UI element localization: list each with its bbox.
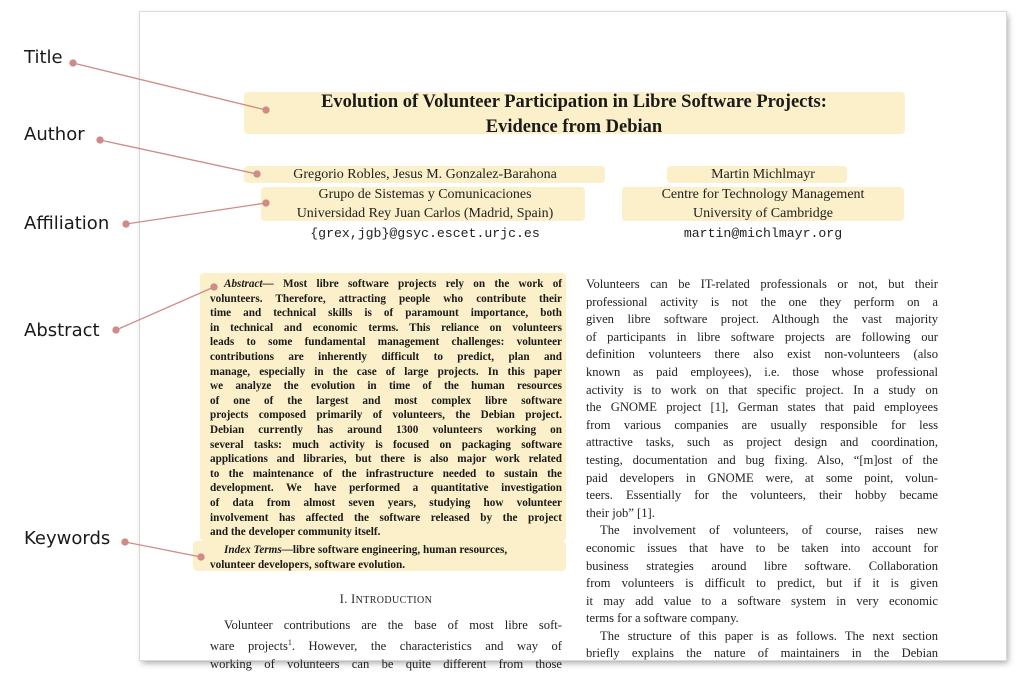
body-line: teers. Essentially for the volunteers, their hobby became <box>586 488 938 503</box>
affiliation-line: Grupo de Sistemas y Comunicaciones <box>318 186 532 202</box>
index-terms-lead: Index Terms— <box>224 544 293 556</box>
leader-dot <box>254 171 260 177</box>
affiliation-line: University of Cambridge <box>693 206 833 221</box>
author-email: {grex,jgb}@gsyc.escet.urjc.es <box>310 225 540 241</box>
leader-dot <box>263 107 269 113</box>
label-affiliation: Affiliation <box>24 213 110 234</box>
leader-dot <box>263 200 269 206</box>
body-line: activity is to work on that specific project. In a study on <box>586 382 938 397</box>
leader-affiliation <box>126 203 266 224</box>
author-names: Gregorio Robles, Jesus M. Gonzalez-Barahona <box>293 167 557 182</box>
abstract-lead: Abstract— <box>224 278 274 290</box>
body-line: it may add value to a software system in very economic <box>586 593 938 608</box>
index-terms-text: libre software engineering, human resources, <box>292 544 508 556</box>
label-author: Author <box>24 124 85 145</box>
body-line: known as paid employees), i.e. those whose professional <box>586 364 938 379</box>
abstract-line: of data from almost seven years, studying how volunteer <box>210 496 562 509</box>
abstract-line: involvement has affected the software released by the project <box>210 511 562 524</box>
paper-title-line: Evolution of Volunteer Participation in Libre Software Projects: <box>321 92 827 112</box>
body-line: Volunteers can be IT-related professionals or not, but their <box>586 277 938 291</box>
body-line: of participants in libre software projects are following our <box>586 329 938 344</box>
paper-title-line: Evidence from Debian <box>485 117 663 137</box>
leader-dot <box>122 539 128 545</box>
body-line: The structure of this paper is as follows. The next section <box>600 628 938 643</box>
label-title: Title <box>24 47 63 68</box>
body-line: the GNOME project [1], German states that paid employees <box>586 400 938 415</box>
leader-dot <box>211 284 217 290</box>
leader-dot <box>97 137 103 143</box>
author-names: Martin Michlmayr <box>711 167 815 182</box>
abstract-text: Most libre software projects rely on the work of <box>283 278 563 290</box>
abstract-line: volunteers. Therefore, attracting people who contribute their <box>210 292 562 305</box>
abstract-line: we analyze the evolution in time of the human resources <box>210 380 562 393</box>
leader-abstract <box>116 287 214 330</box>
label-keywords: Keywords <box>24 528 111 549</box>
section-number: I. <box>339 592 348 606</box>
body-line: economic issues that have to be taken into account for <box>586 540 938 555</box>
body-line: given libre software project. Although the vast majority <box>586 312 938 327</box>
body-line: paid developers in GNOME were, at some point, volun- <box>586 470 938 485</box>
abstract-line: to the maintenance of the infrastructure needed to sustain the <box>210 467 562 480</box>
leader-dot <box>198 554 204 560</box>
body-line: The involvement of volunteers, of course, raises new <box>600 523 938 538</box>
author-email: martin@michlmayr.org <box>683 225 843 241</box>
intro-text: ware projects <box>210 639 288 654</box>
leader-dot <box>113 327 119 333</box>
abstract-line: projects composed primarily of volunteers, the Debian project. <box>210 409 562 422</box>
abstract-line: leads to some fundamental management challenges: volunteer <box>210 336 562 349</box>
intro-text: . However, the characteristics and way of <box>291 639 562 654</box>
abstract-line: contributions are inherently difficult to predict, plan and <box>210 350 562 363</box>
affiliation-line: Centre for Technology Management <box>661 186 865 202</box>
section-title-initial: I <box>351 592 356 606</box>
body-line: their job” [1]. <box>586 505 655 520</box>
leader-author <box>100 140 257 174</box>
leader-dot <box>123 221 129 227</box>
body-line: attractive tasks, such as project design and coordination, <box>586 435 938 450</box>
leader-title <box>73 63 266 110</box>
abstract-line: and the developer community itself. <box>210 526 381 539</box>
intro-line: working of volunteers can be quite different from those <box>210 657 562 672</box>
affiliation-line: Universidad Rey Juan Carlos (Madrid, Spain) <box>296 206 554 221</box>
label-abstract: Abstract <box>24 320 100 341</box>
body-line: briefly explains the nature of maintainers in the Debian <box>586 646 938 661</box>
abstract-line: several tasks: much activity is focused on packaging software <box>210 438 562 451</box>
body-line: professional activity is not the one they perform on a <box>586 294 938 309</box>
abstract-line: development. We have performed a quantitative investigation <box>210 482 562 495</box>
abstract-line: manage, especially in the case of large projects. In this paper <box>210 365 562 378</box>
abstract-line: applications and libraries, but there is also major work related <box>210 453 562 466</box>
leader-keywords <box>125 542 201 557</box>
leader-dot <box>70 60 76 66</box>
abstract-line: time and technical skills is of paramount importance, both <box>210 307 562 320</box>
body-line: definition volunteers there also exist non-volunteers (also <box>586 347 938 362</box>
footnote-marker: 1 <box>287 638 292 647</box>
body-line: testing, documentation and bug fixing. Also, “[m]ost of the <box>586 452 938 467</box>
body-line: from volunteers is difficult to predict, but if it is given <box>586 576 938 591</box>
intro-line: Volunteer contributions are the base of most libre soft- <box>224 618 562 632</box>
body-line: business strategies around libre software. Collaboration <box>586 558 938 573</box>
abstract-line: of one of the largest and most complex libre software <box>210 394 562 407</box>
body-line: from various companies are usually responsible for less <box>586 417 938 432</box>
section-title-rest: NTRODUCTION <box>355 595 433 606</box>
abstract-line: Debian currently has around 1300 volunteers working on <box>210 423 562 436</box>
index-terms-line: volunteer developers, software evolution. <box>210 558 406 571</box>
body-line: terms for a software company. <box>586 611 739 626</box>
abstract-line: in technical and economic terms. This reliance on volunteers <box>210 321 562 334</box>
